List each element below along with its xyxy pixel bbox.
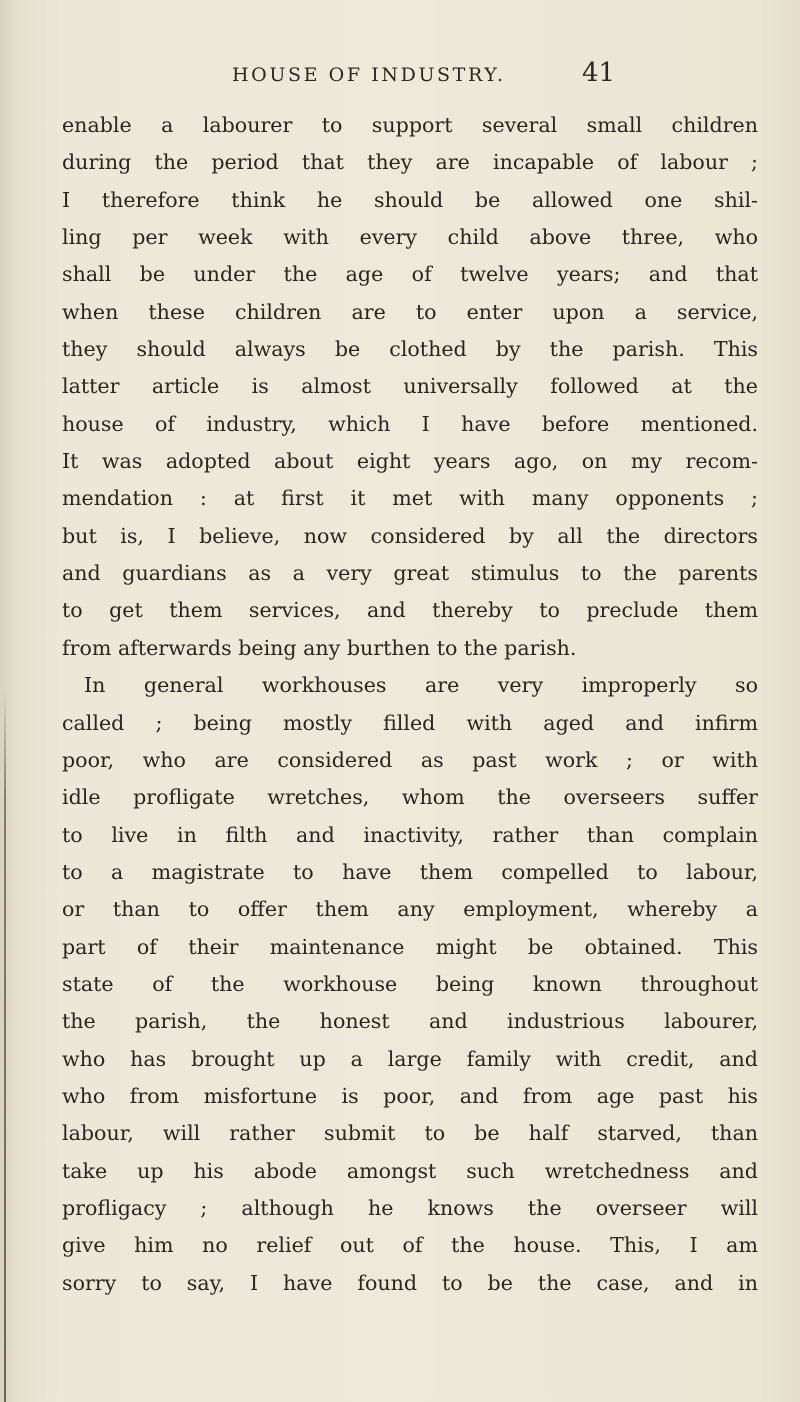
text-line: the parish, the honest and industrious labourer, xyxy=(62,1009,758,1034)
text-line: to get them services, and thereby to preclude them xyxy=(62,598,758,623)
text-line: who has brought up a large family with credit, and xyxy=(62,1046,758,1071)
text-line: or than to offer them any employment, whereby a xyxy=(62,897,758,922)
text-line: It was adopted about eight years ago, on my recom- xyxy=(62,449,758,474)
page-gutter-shadow xyxy=(4,690,6,1402)
text-line: sorry to say, I have found to be the case, and in xyxy=(62,1270,758,1295)
text-line: to live in filth and inactivity, rather than complain xyxy=(62,822,758,847)
running-head xyxy=(0,58,800,104)
paragraph-start-line: In general workhouses are very improperly so xyxy=(84,673,758,698)
text-line: enable a labourer to support several small children xyxy=(62,113,758,137)
text-line: part of their maintenance might be obtained. This xyxy=(62,934,758,959)
text-line: state of the workhouse being known throughout xyxy=(62,971,758,996)
text-line: take up his abode amongst such wretchedness and xyxy=(62,1158,758,1183)
text-line: shall be under the age of twelve years; and that xyxy=(62,262,758,287)
text-line: mendation : at first it met with many opponents ; xyxy=(62,486,758,511)
text-line: poor, who are considered as past work ; or with xyxy=(62,747,758,772)
text-line: house of industry, which I have before mentioned. xyxy=(62,411,758,436)
text-line: latter article is almost universally followed at the xyxy=(62,374,758,399)
text-line: I therefore think he should be allowed one shil- xyxy=(62,187,758,212)
text-line: and guardians as a very great stimulus to the parents xyxy=(62,561,758,586)
text-line: ling per week with every child above three, who xyxy=(62,225,758,250)
page-number: 41 xyxy=(582,58,616,88)
body-text xyxy=(62,107,762,1302)
text-line: when these children are to enter upon a service, xyxy=(62,299,758,324)
text-line: who from misfortune is poor, and from age past his xyxy=(62,1083,758,1108)
text-line: during the period that they are incapable of labour ; xyxy=(62,150,758,175)
running-head-title: HOUSE OF INDUSTRY. xyxy=(232,64,506,86)
text-line: called ; being mostly filled with aged and infirm xyxy=(62,710,758,735)
paragraph-end-line: from afterwards being any burthen to the parish. xyxy=(62,635,577,660)
text-line: profligacy ; although he knows the overseer will xyxy=(62,1195,758,1220)
text-line: to a magistrate to have them compelled to labour, xyxy=(62,859,758,884)
text-line: give him no relief out of the house. This, I am xyxy=(62,1233,758,1258)
text-line: they should always be clothed by the parish. This xyxy=(62,337,758,362)
text-line: idle profligate wretches, whom the overseers suffer xyxy=(62,785,758,810)
text-line: labour, will rather submit to be half starved, than xyxy=(62,1121,758,1146)
text-line: but is, I believe, now considered by all the directors xyxy=(62,523,758,548)
